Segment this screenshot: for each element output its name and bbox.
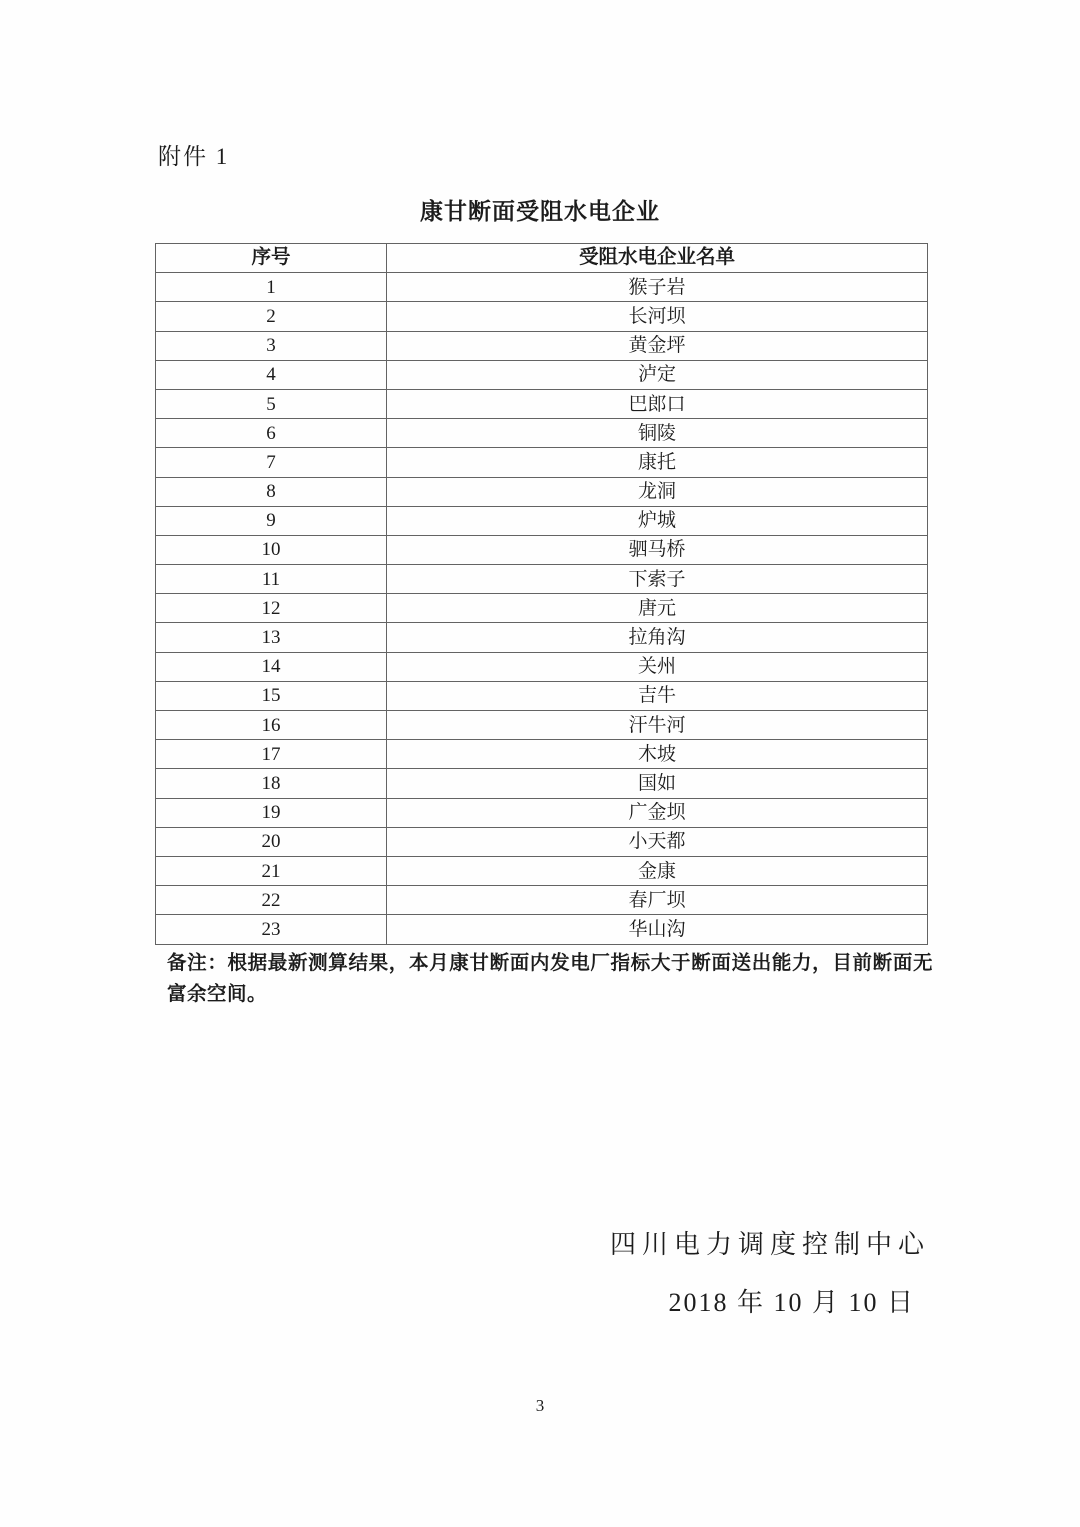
row-plant-name: 吉牛: [387, 681, 928, 710]
row-plant-name: 春厂坝: [387, 886, 928, 915]
row-plant-name: 康托: [387, 448, 928, 477]
row-plant-name: 华山沟: [387, 915, 928, 944]
table-row: [156, 448, 928, 477]
row-index: 12: [156, 594, 387, 623]
signature-org: 四川电力调度控制中心: [609, 1230, 930, 1259]
table-row: [156, 798, 928, 827]
row-plant-name: 黄金坪: [387, 331, 928, 360]
row-index: 7: [156, 448, 387, 477]
row-index: 21: [156, 856, 387, 885]
signature-date: 2018 年 10 月 10 日: [668, 1288, 915, 1317]
row-index: 19: [156, 798, 387, 827]
col-header-name: 受阻水电企业名单: [387, 244, 928, 273]
table-row: [156, 740, 928, 769]
table-row: [156, 915, 928, 944]
row-plant-name: 广金坝: [387, 798, 928, 827]
row-index: 4: [156, 360, 387, 389]
row-index: 16: [156, 711, 387, 740]
table-row: [156, 273, 928, 302]
row-plant-name: 唐元: [387, 594, 928, 623]
table-row: [156, 331, 928, 360]
table-row: [156, 419, 928, 448]
table-row: [156, 389, 928, 418]
row-plant-name: 关州: [387, 652, 928, 681]
row-index: 15: [156, 681, 387, 710]
row-index: 2: [156, 302, 387, 331]
row-plant-name: 下索子: [387, 565, 928, 594]
row-index: 8: [156, 477, 387, 506]
row-plant-name: 国如: [387, 769, 928, 798]
row-index: 17: [156, 740, 387, 769]
row-plant-name: 炉城: [387, 506, 928, 535]
table-row: [156, 302, 928, 331]
table-row: [156, 506, 928, 535]
table-header-row: [156, 244, 928, 273]
table-row: [156, 886, 928, 915]
attachment-label: 附件 1: [158, 144, 230, 169]
table-row: [156, 477, 928, 506]
row-plant-name: 龙洞: [387, 477, 928, 506]
row-index: 18: [156, 769, 387, 798]
row-index: 20: [156, 827, 387, 856]
table-row: [156, 856, 928, 885]
row-plant-name: 木坡: [387, 740, 928, 769]
table-row: [156, 535, 928, 564]
row-index: 23: [156, 915, 387, 944]
table-row: [156, 827, 928, 856]
row-plant-name: 小天都: [387, 827, 928, 856]
blocked-hydro-table: [155, 243, 928, 945]
row-index: 22: [156, 886, 387, 915]
row-index: 9: [156, 506, 387, 535]
table-row: [156, 652, 928, 681]
row-index: 1: [156, 273, 387, 302]
row-plant-name: 铜陵: [387, 419, 928, 448]
col-header-index: 序号: [156, 244, 387, 273]
row-plant-name: 金康: [387, 856, 928, 885]
page-title: 康甘断面受阻水电企业: [420, 199, 660, 224]
row-index: 10: [156, 535, 387, 564]
table-row: [156, 623, 928, 652]
table-row: [156, 711, 928, 740]
note-text: 备注：根据最新测算结果，本月康甘断面内发电厂指标大于断面送出能力，目前断面无富余空间。: [167, 953, 933, 1005]
page-number: 3: [535, 1396, 545, 1415]
table-row: [156, 594, 928, 623]
row-index: 11: [156, 565, 387, 594]
row-plant-name: 泸定: [387, 360, 928, 389]
row-plant-name: 猴子岩: [387, 273, 928, 302]
row-index: 13: [156, 623, 387, 652]
row-index: 3: [156, 331, 387, 360]
table-row: [156, 769, 928, 798]
row-plant-name: 驷马桥: [387, 535, 928, 564]
row-index: 14: [156, 652, 387, 681]
row-plant-name: 拉角沟: [387, 623, 928, 652]
table-row: [156, 565, 928, 594]
row-index: 5: [156, 389, 387, 418]
table-row: [156, 681, 928, 710]
row-plant-name: 长河坝: [387, 302, 928, 331]
table-row: [156, 360, 928, 389]
row-index: 6: [156, 419, 387, 448]
row-plant-name: 巴郎口: [387, 389, 928, 418]
row-plant-name: 汗牛河: [387, 711, 928, 740]
